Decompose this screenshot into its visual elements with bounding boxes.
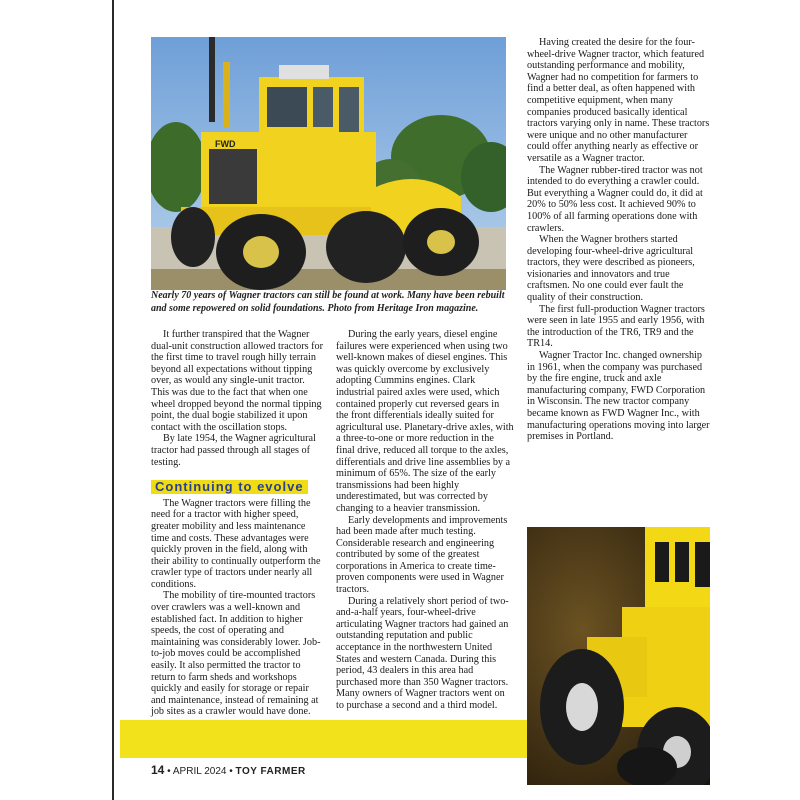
magazine-name: TOY FARMER bbox=[235, 766, 306, 777]
footer-separator: • bbox=[229, 766, 233, 777]
page-gutter-line bbox=[112, 0, 114, 800]
article-column-2 bbox=[336, 329, 514, 712]
paragraph: Wagner Tractor Inc. changed ownership in 1961, when the company was purchased by the fire engine, truck and axle manufacturing company, FWD Corporation in Wisconsin. The new tractor company became known as FWD Wagner Inc., with manufacturing operations moving into larger premises in Portland. bbox=[527, 350, 710, 443]
paragraph: The Wagner tractors were filling the need for a tractor with higher speed, greater mobility and less maintenance time and costs. These advantages were quickly proven in the field, along with their ability to continually outperform the crawler type of tractors under nearly all conditions. bbox=[151, 497, 321, 590]
paragraph: When the Wagner brothers started developing four-wheel-drive agricultural tractors, they were described as pioneers, visionaries and innovators and true craftsmen. No one could ever fault the quality of their construction. bbox=[527, 234, 695, 304]
paragraph: Having created the desire for the four-wheel-drive Wagner tractor, which featured outstanding performance and mobility, Wagner had no competition for farmers to find a better deal, as often happened with competitive equipment, when many companies produced basically identical tractors varying only in name. These tractors were unique and no other manufacturer could offer anything nearly as effective or versatile as a Wagner tractor. bbox=[527, 37, 710, 164]
page-number: 14 bbox=[151, 763, 165, 777]
paragraph: Early developments and improvements had been made after much testing. Considerable research and engineering contributed by some of the greatest corporations in America to create time-proven components were used in Wagner tractors. bbox=[336, 514, 508, 596]
photo-caption: Nearly 70 years of Wagner tractors can still be found at work. Many have been rebuilt and some repowered on solid foundations. Photo from Heritage Iron magazine. bbox=[151, 290, 505, 314]
article-column-1 bbox=[151, 329, 325, 718]
article-column-3 bbox=[527, 37, 710, 443]
paragraph: The Wagner rubber-tired tractor was not intended to do everything a crawler could. But everything a Wagner could do, it did at 20% to 50% less cost. It achieved 90% to 100% of all farming operations done with crawlers. bbox=[527, 164, 703, 234]
page-footer bbox=[151, 763, 306, 777]
yellow-accent-band bbox=[120, 720, 527, 758]
paragraph: During a relatively short period of two-and-a-half years, four-wheel-drive articulating Wagner tractors had gained an outstanding reputation and public acceptance in the northwestern United States and western Canada. During this period, 43 dealers in this area had purchased more than 350 Wagner tractors. Many owners of Wagner tractors went on to purchase a second and a third model. bbox=[336, 595, 509, 711]
tractor-illustration bbox=[151, 37, 506, 290]
issue-date: APRIL 2024 bbox=[172, 766, 227, 777]
toy-tractor-illustration bbox=[527, 527, 710, 785]
paragraph: During the early years, diesel engine failures were experienced when using two well-known makes of diesel engines. This was quickly overcome by exclusively adopting Cummins engines. Clark industrial paired axles were used, which contained properly cut reversed gears in the front differentials ideally suited for agricultural use. Planetary-drive axles, with a three-to-one or more reduction in the final drive, reduced all torque to the axles, differentials and drive line assemblies by a minimum of 65%. The size of the early transmissions had been highly underestimated, but was corrected by changing to a heavier transmission. bbox=[336, 329, 514, 514]
paragraph: It further transpired that the Wagner dual-unit construction allowed tractors for the first time to travel rough hilly terrain beyond all expectations without tipping over, as would any single-unit tractor. This was due to the fact that when one wheel dropped beyond the normal tipping point, the dual bogie stabilized it upon contact with the oscillation stops. bbox=[151, 329, 324, 433]
section-heading: Continuing to evolve bbox=[151, 480, 308, 494]
toy-tractor-photo bbox=[527, 527, 710, 785]
paragraph: The mobility of tire-mounted tractors over crawlers was a well-known and established fact. In addition to higher speeds, the cost of operating and maintaining was considerably lower. Job-to-job moves could be accomplished easily. It also permitted the tractor to return to farm sheds and workshops quickly and easily for storage or repair and maintenance, instead of remaining at job sites as a crawler would have done. bbox=[151, 590, 321, 718]
footer-separator: • bbox=[167, 766, 171, 777]
paragraph: By late 1954, the Wagner agricultural tractor had passed through all stages of testing. bbox=[151, 433, 316, 468]
paragraph: The first full-production Wagner tractors were seen in late 1955 and early 1956, with the introduction of the TR6, TR9 and the TR14. bbox=[527, 303, 705, 350]
tractor-photo bbox=[151, 37, 506, 290]
fwd-hood-label: FWD bbox=[215, 139, 236, 149]
